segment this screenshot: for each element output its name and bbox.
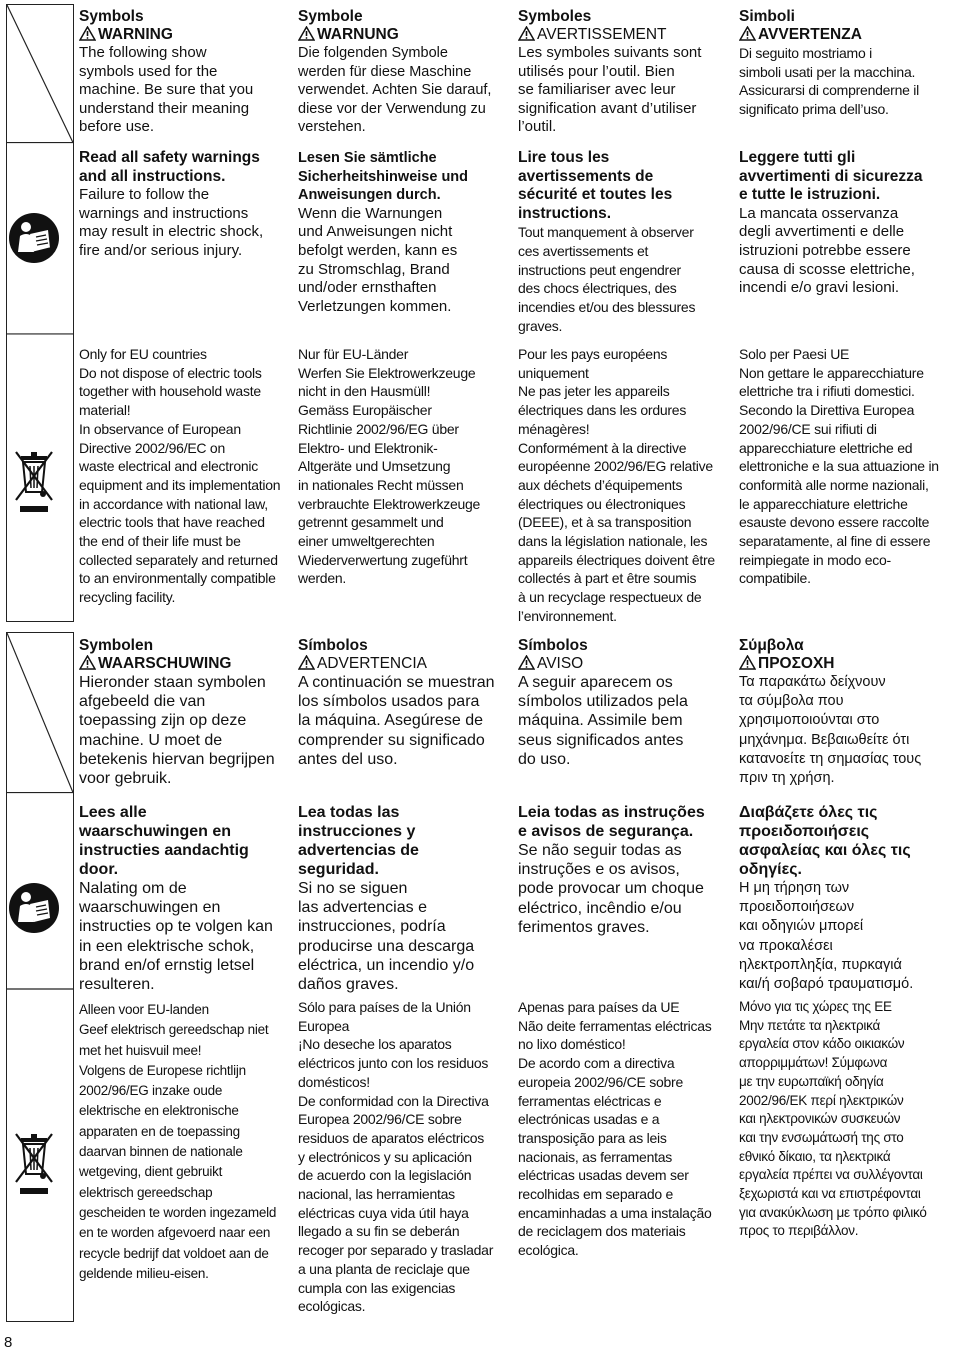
page-number: 8 [4,1334,13,1351]
warning-text: Die folgenden Symbole werden für diese Maschine verwendet. Achten Sie darauf, diese vor der Verwendung zu verstehen. [298,45,492,136]
read-text: Se não seguir todas as instruções e os avisos, pode provocar um choque eléctrico, incêndio e/ou ferimentos graves. [518,842,704,936]
warning-heading: WARNUNG [298,26,512,44]
symbol-column-bottom [6,632,74,1322]
warning-text: Hieronder staan symbolen afgebeeld die van toepassing zijn op deze machine. U moet de betekenis hiervan begrijpen voor gebruik. [79,674,275,788]
symbol-column-top [6,4,74,622]
read-heading: Leggere tutti gli avvertimenti di sicurezza e tutte le istruzioni. [739,149,923,204]
warning-text: Τα παρακάτω δείχνουν τα σύμβολα που χρησιμοποιούνται στο μηχάνημα. Βεβαιωθείτε ότι κατανοείτε τη σημασίας τους πριν τη χρήση. [739,674,922,787]
pt-eu-section [518,998,732,1260]
pt-read-section [518,803,732,937]
it-eu-section [739,345,953,588]
read-heading: Lire tous les avertissements de sécurité et toutes les instructions. [518,149,673,222]
read-text: Tout manquement à observer ces avertissements et instructions peut engendrer des chocs électriques, des incendies et/ou des blessures graves. [518,224,696,334]
crossed-wheelie-bin-icon [12,1128,56,1198]
eu-disposal-text: Nur für EU-Länder Werfen Sie Elektrowerkzeuge nicht in den Hausmüll! Gemäss Europäischer Richtlinie 2002/96/EG über Elektro- und Elektronik- Altgeräte und Umsetzung in nationales Recht müssen verbrauchte Elektrowerkzeuge getrennt gesammelt und einer umweltgerechten Wiederverwertung zugeführt werden. [298,346,481,587]
warning-triangle-icon [298,26,315,41]
fr-read-section [518,149,732,336]
eu-disposal-text: Sólo para países de la Unión Europea ¡No deseche los aparatos eléctricos junto con los residuos domésticos! De conformidad con la Directiva Europea 2002/96/CE sobre residuos de aparatos eléctricos y electrónicos y su aplicación de acuerdo con la legislación nacional, las herramientas eléctricas cuya vida útil haya llegado a su fin se deberán recoger por separado y trasladar a una planta de reciclaje que cumpla con las exigencias ecológicas. [298,999,494,1315]
eu-disposal-text: Solo per Paesi UE Non gettare le apparecchiature elettriche tra i rifiuti domestici. Secondo la Direttiva Europea 2002/96/CE sui rifiuti di apparecchiature elettriche ed elettroniche e la sua attuazione in conformità alle norme nazionali, le apparecchiature elettriche esauste devono essere raccolte separatamente, al fine di essere reimpiegate in modo eco- compatibile. [739,346,939,587]
warning-text: Les symboles suivants sont utilisés pour l’outil. Bien se familiariser avec leur signification avant d’utiliser l’outil. [518,44,702,136]
section-title: Symbolen [79,637,154,654]
warning-heading: ΠΡΟΣΟΧΗ [739,655,953,673]
warning-heading: WARNING [79,26,293,44]
read-heading: Lesen Sie sämtliche Sicherheitshinweise und Anweisungen durch. [298,150,469,204]
eu-disposal-text: Pour les pays européens uniquement Ne pas jeter les appareils électriques dans les ordures ménagères! Conformément à la directive européenne 2002/96/EG relative aux déchets d’équipements électriques ou électroniques (DEEE), et à sa transposition dans la législation nationale, les appareils électriques doivent être collectés à part et être soumis à un recyclage respectueux de l’environnement. [518,346,715,624]
de-eu-section [298,345,512,588]
eu-disposal-text: Apenas para países da UE Não deite ferramentas eléctricas no lixo doméstico! De acordo com a directiva europeia 2002/96/CE sobre ferramentas eléctricas e electrónicas usadas e a transposição para as leis nacionais, as ferramentas eléctricas usadas devem ser recolhidas em separado e encaminhadas a uma instalação de reciclagem dos materiais ecológica. [518,999,712,1259]
fr-eu-section [518,345,732,626]
eu-disposal-text: Only for EU countries Do not dispose of electric tools together with household waste material! In observance of European Directive 2002/96/EC on waste electrical and electronic equipment and its implementation in accordance with national law, electric tools that have reached the end of their life must be collected separately and returned to an environmentally compatible recycling facility. [79,346,281,606]
de-read-section [298,149,512,316]
warning-triangle-icon [298,655,315,670]
es-read-section [298,803,512,994]
warning-heading: AVISO [518,655,732,673]
nl-read-section [79,803,293,994]
read-heading: Διαβάζετε όλες τις προειδοποιήσεις ασφαλείας και όλες τις οδηγίες. [739,804,911,878]
el-read-section [739,803,953,994]
en-read-section [79,149,293,261]
el-symbols-section [739,637,953,788]
warning-triangle-icon [739,26,756,41]
read-heading: Read all safety warnings and all instructions. [79,149,260,185]
diagonal-line [7,633,73,1321]
read-text: La mancata osservanza degli avvertimenti e delle istruzioni potrebbe essere causa di scosse elettriche, incendi e/o gravi lesioni. [739,204,915,297]
it-symbols-section [739,8,953,119]
warning-triangle-icon [518,655,535,670]
el-eu-section [739,998,953,1241]
eu-disposal-text: Alleen voor EU-landen Geef elektrisch gereedschap niet met het huisvuil mee! Volgens de Europese richtlijn 2002/96/EG inzake oude elektrische en elektronische apparaten en de toepassing daarvan binnen de nationale wetgeving, dient gebruikt elektrisch gereedschap gescheiden te worden ingezameld en te worden afgevoerd naar een recycle bedrijf dat voldoet aan de geldende milieu-eisen. [79,1002,277,1281]
es-eu-section [298,998,512,1316]
warning-triangle-icon [79,655,96,670]
warning-text: The following show symbols used for the machine. Be sure that you understand their meaning before use. [79,44,254,136]
section-title: Símbolos [518,637,588,654]
section-title: Símbolos [298,637,368,654]
section-title: Symboles [518,8,592,25]
read-manual-icon [8,882,60,934]
warning-text: A seguir aparecem os símbolos utilizados pela máquina. Assimile bem seus significados antes do uso. [518,674,688,768]
read-manual-icon [8,212,60,264]
section-title: Simboli [739,8,795,25]
warning-heading: AVERTISSEMENT [518,26,732,44]
eu-disposal-text: Μόνο για τις χώρες της ΕΕ Μην πετάτε τα ηλεκτρικά εργαλεία στον κάδο οικιακών απορριμμάτων! Σύμφωνα με την ευρωπαϊκή οδηγία 2002/96/ΕΚ περί ηλεκτρικών και ηλεκτρονικών συσκευών και την ενσωμάτωσή της στο εθνικό δίκαιο, τα ηλεκτρικά εργαλεία πρέπει να συλλέγονται ξεχωριστά και να επιστρέφονται για ανακύκλωση με τρόπο φιλικό προς το περιβάλλον. [739,999,927,1239]
read-text: Failure to follow the warnings and instructions may result in electric shock, fire and/or serious injury. [79,186,264,259]
read-text: Η μη τήρηση των προειδοποιήσεων και οδηγιών μπορεί να προκαλέσει ηλεκτροπληξία, πυρκαγιά και/ή σοβαρό τραυματισμό. [739,880,914,993]
section-title: Symbols [79,8,144,25]
fr-symbols-section [518,8,732,137]
crossed-wheelie-bin-icon [12,446,56,516]
section-title: Σύμβολα [739,637,804,654]
warning-text: Di seguito mostriamo i simboli usati per la macchina. Assicurarsi di comprenderne il significato prima dell’uso. [739,45,920,118]
nl-symbols-section [79,637,293,788]
warning-triangle-icon [518,26,535,41]
en-symbols-section [79,8,293,137]
warning-text: A continuación se muestran los símbolos usados para la máquina. Asegúrese de comprender su significado antes del uso. [298,674,495,768]
read-text: Wenn die Warnungen und Anweisungen nicht befolgt werden, kann es zu Stromschlag, Brand und/oder ernsthaften Verletzungen kommen. [298,204,458,315]
read-heading: Leia todas as instruções e avisos de segurança. [518,804,705,840]
nl-eu-section [79,1000,293,1284]
warning-heading: WAARSCHUWING [79,655,293,673]
de-symbols-section [298,8,512,137]
warning-triangle-icon [739,655,756,670]
en-eu-section [79,345,293,607]
read-heading: Lea todas las instrucciones y advertencias de seguridad. [298,804,419,878]
diagonal-line [7,5,73,621]
section-title: Symbole [298,8,363,25]
read-text: Nalating om de waarschuwingen en instructies op te volgen kan in een elektrische schok, brand en/of ernstig letsel resulteren. [79,880,273,994]
read-heading: Lees alle waarschuwingen en instructies aandachtig door. [79,804,249,878]
warning-triangle-icon [79,26,96,41]
it-read-section [739,149,953,298]
warning-heading: ADVERTENCIA [298,655,512,673]
es-symbols-section [298,637,512,769]
pt-symbols-section [518,637,732,769]
read-text: Si no se siguen las advertencias e instrucciones, podría producirse una descarga eléctrica, un incendio y/o daños graves. [298,880,475,994]
warning-heading: AVVERTENZA [739,26,953,44]
